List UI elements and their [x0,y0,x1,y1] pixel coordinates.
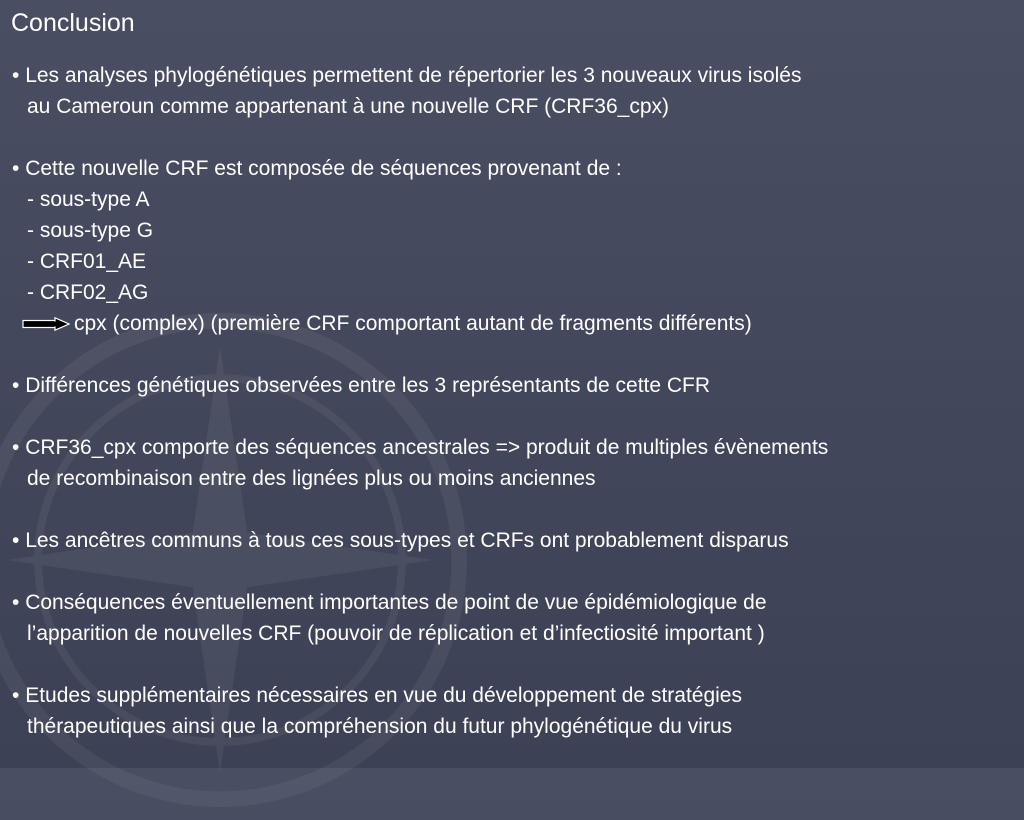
bullet-continuation-line: au Cameroun comme appartenant à une nouvelle CRF (CRF36_cpx) [27,95,669,118]
bullet-line: • Les ancêtres communs à tous ces sous-types et CRFs ont probablement disparus [12,529,789,552]
sub-item: - CRF01_AE [27,250,147,273]
bullet-char: • [12,157,20,180]
bullet-line: • Cette nouvelle CRF est composée de séquences provenant de : [12,157,622,180]
bullet-continuation-line: l’apparition de nouvelles CRF (pouvoir de réplication et d’infectiosité important ) [27,622,765,645]
bullet-char: • [12,591,20,614]
bullet-continuation-line: de recombinaison entre des lignées plus ou moins anciennes [27,467,596,490]
bullet-line: • Conséquences éventuellement importantes de point de vue épidémiologique de [12,591,767,614]
bullet-item [12,587,1017,649]
bullet-line: • Les analyses phylogénétiques permettent de répertorier les 3 nouveaux virus isolés [12,64,802,87]
bullet-item [12,370,1017,401]
arrow-conclusion-line [12,308,1017,339]
bullet-continuation-line: thérapeutiques ainsi que la compréhension du futur phylogénétique du virus [27,715,733,738]
sub-item: - CRF02_AG [27,281,149,304]
bullet-line: • Différences génétiques observées entre les 3 représentants de cette CFR [12,374,711,397]
sub-item: - sous-type G [27,219,154,242]
bullet-char: • [12,374,20,397]
sub-item: - sous-type A [27,188,150,211]
bullet-line: • CRF36_cpx comporte des séquences ancestrales => produit de multiples évènements [12,436,829,459]
bullet-item [12,525,1017,556]
bullet-item [12,680,1017,742]
bullet-item [12,432,1017,494]
bullet-char: • [12,529,20,552]
slide-content [12,60,1017,773]
bullet-item [12,60,1017,122]
bullet-char: • [12,684,20,707]
arrow-text: cpx (complex) (première CRF comportant autant de fragments différents) [74,312,752,335]
slide-title: Conclusion [11,9,135,37]
bullet-line: • Etudes supplémentaires nécessaires en vue du développement de stratégies [12,684,742,707]
bullet-item [12,153,1017,339]
bullet-char: • [12,64,20,87]
right-arrow-icon [22,317,70,331]
bullet-char: • [12,436,20,459]
